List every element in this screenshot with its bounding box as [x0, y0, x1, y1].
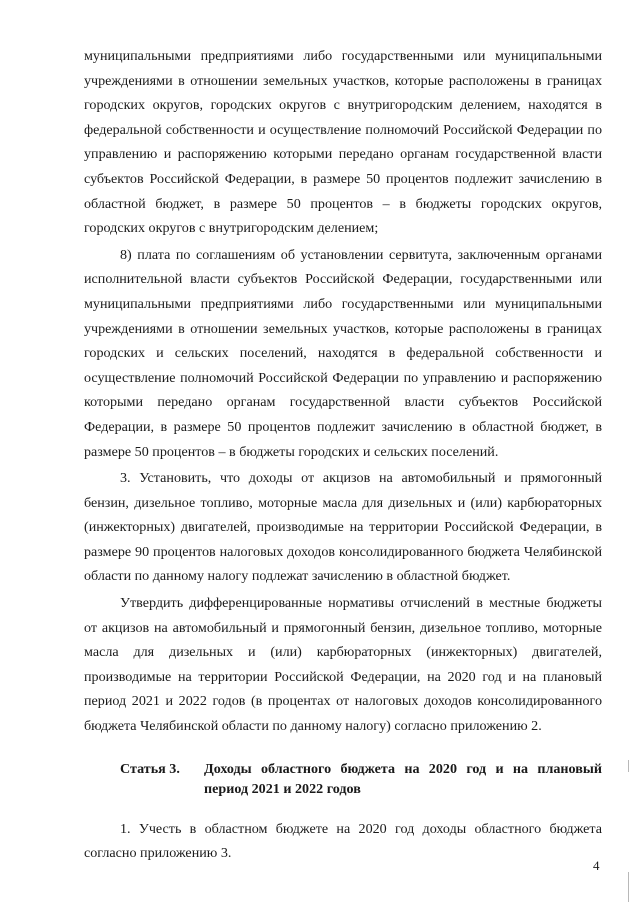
paragraph-clause-3: 3. Установить, что доходы от акцизов на автомобильный и прямогонный бензин, дизельное топливо, моторные масла для дизельных и (или) карбюраторных (инжекторных) двигателей, производимые на территории Российской Федерации, в размере 90 процентов налоговых доходов консолидированного бюджета Челябинской области по данному налогу подлежат зачислению в областной бюджет.: [84, 470, 602, 585]
article-heading: [84, 759, 602, 799]
article-number: Статья 3.: [120, 760, 180, 777]
scan-edge-mark: [628, 760, 629, 772]
scan-edge-mark: [628, 872, 629, 902]
paragraph-article-clause-1: 1. Учесть в областном бюджете на 2020 год доходы областного бюджета согласно приложению 3.: [84, 820, 602, 862]
paragraph-item-8: 8) плата по соглашениям об установлении сервитута, заключенным органами исполнительной власти субъектов Российской Федерации, государственными или муниципальными предприятиями либо государственными или муниципальными учреждениями в отношении земельных участков, которые расположены в границах городских и сельских поселений, находятся в федеральной собственности и осуществление полномочий Российской Федерации по управлению и распоряжению которыми передано органам государственной власти субъектов Российской Федерации, в размере 50 процентов подлежит зачислению в областной бюджет, в размере 50 процентов – в бюджеты городских и сельских поселений.: [84, 246, 602, 460]
article-title: Доходы областного бюджета на 2020 год и на плановый период 2021 и 2022 годов: [204, 760, 602, 797]
page-number: 4: [593, 858, 600, 873]
paragraph-approve-norms: Утвердить дифференцированные нормативы отчислений в местные бюджеты от акцизов на автомобильный и прямогонный бензин, дизельное топливо, моторные масла для дизельных и (или) карбюраторных (инжекторных) двигателей, производимые на территории Российской Федерации, на 2020 год и на плановый период 2021 и 2022 годов (в процентах от налоговых доходов консолидированного бюджета Челябинской области по данному налогу) согласно приложению 2.: [84, 595, 602, 735]
paragraph-continuation: муниципальными предприятиями либо государственными или муниципальными учреждениями в отношении земельных участков, которые расположены в границах городских округов, городских округов с внутригородским делением, находятся в федеральной собственности и осуществление полномочий Российской Федерации по управлению и распоряжению которыми передано органам государственной власти субъектов Российской Федерации, в размере 50 процентов подлежит зачислению в областной бюджет, в размере 50 процентов – в бюджеты городских округов, городских округов с внутригородским делением;: [84, 48, 602, 237]
document-page: [84, 44, 602, 866]
